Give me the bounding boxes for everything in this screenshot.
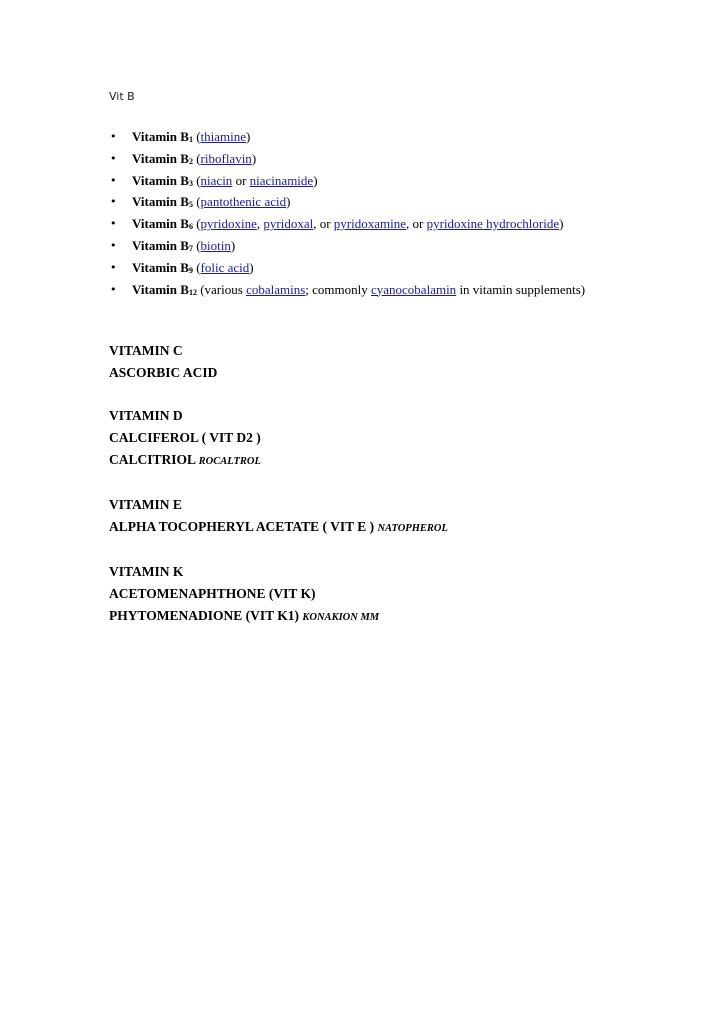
section-vitamin-k bbox=[109, 561, 669, 629]
vitamin-k-line1: ACETOMENAPHTHONE (VIT K) bbox=[109, 586, 316, 601]
compound-link[interactable]: niacin bbox=[200, 172, 233, 188]
description-text: ) bbox=[286, 194, 291, 210]
vitamin-name: Vitamin $B_9$ bbox=[132, 259, 193, 275]
section-vitamin-c bbox=[109, 340, 669, 384]
section-vitamin-e bbox=[109, 494, 669, 540]
compound-link[interactable]: pyridoxamine bbox=[333, 216, 407, 232]
alpha-tocopheryl-text: ALPHA TOCOPHERYL ACETATE ( VIT E ) bbox=[109, 519, 375, 534]
vitamin-b-list-item bbox=[109, 257, 669, 279]
vitamin-k-heading: VITAMIN K bbox=[109, 564, 184, 579]
vitamin-b-list-item bbox=[109, 170, 669, 192]
vitamin-e-heading: VITAMIN E bbox=[109, 497, 182, 512]
vitamin-name: Vitamin $B_3$ bbox=[132, 172, 193, 188]
description-text: ( bbox=[192, 237, 201, 253]
description-text: or bbox=[232, 172, 250, 188]
vitamin-name: Vitamin $B_{12}$ bbox=[132, 281, 197, 297]
description-text: ( bbox=[192, 129, 201, 144]
bullet-icon: • bbox=[110, 282, 117, 296]
vitamin-name: Vitamin $B_1$ bbox=[132, 129, 193, 144]
description-text: ; commonly bbox=[305, 281, 371, 297]
vitamin-sections bbox=[109, 340, 669, 650]
vitamin-name: Vitamin $B_2$ bbox=[132, 150, 193, 166]
description-text: , or bbox=[313, 216, 334, 232]
vitamin-b-list-item bbox=[109, 148, 669, 170]
vitamin-c-line: ASCORBIC ACID bbox=[109, 365, 218, 380]
description-text: ( bbox=[192, 216, 201, 232]
description-text: ( bbox=[192, 259, 201, 275]
compound-link[interactable]: cyanocobalamin bbox=[371, 281, 457, 297]
vitamin-e-line1 bbox=[109, 516, 669, 540]
natopherol-brand: NATOPHEROL bbox=[377, 523, 448, 534]
compound-link[interactable]: riboflavin bbox=[200, 150, 252, 166]
description-text: in vitamin supplements) bbox=[456, 281, 586, 297]
description-text: ) bbox=[313, 172, 318, 188]
bullet-icon: • bbox=[110, 151, 117, 165]
description-text: ( bbox=[192, 194, 201, 210]
compound-link[interactable]: folic acid bbox=[200, 259, 250, 275]
compound-link[interactable]: thiamine bbox=[200, 129, 247, 144]
compound-link[interactable]: biotin bbox=[200, 237, 231, 253]
vitamin-d-heading: VITAMIN D bbox=[109, 408, 183, 423]
vitamin-name: Vitamin $B_5$ bbox=[132, 194, 193, 210]
rocaltrol-brand: ROCALTROL bbox=[198, 456, 261, 467]
vitamin-b-list-item bbox=[109, 126, 669, 148]
description-text: ) bbox=[251, 150, 257, 166]
calcitriol-text: CALCITRIOL bbox=[109, 452, 196, 467]
compound-link[interactable]: pantothenic acid bbox=[200, 194, 287, 210]
description-text: , bbox=[256, 216, 264, 232]
bullet-icon: • bbox=[110, 217, 117, 231]
vitamin-b-list-item bbox=[109, 213, 669, 235]
compound-link[interactable]: pyridoxal bbox=[263, 216, 314, 232]
compound-link[interactable]: pyridoxine bbox=[200, 216, 257, 232]
phytomenadione-text: PHYTOMENADIONE (VIT K1) bbox=[109, 608, 300, 623]
vitamin-k-line2 bbox=[109, 605, 669, 629]
bullet-icon: • bbox=[110, 195, 117, 209]
bullet-icon: • bbox=[110, 173, 117, 187]
description-text: , or bbox=[406, 216, 427, 232]
description-text: (various bbox=[196, 281, 247, 297]
compound-link[interactable]: niacinamide bbox=[249, 172, 314, 188]
vitamin-b-list-item bbox=[109, 235, 669, 257]
vitamin-b-list-item bbox=[109, 279, 669, 301]
bullet-icon: • bbox=[110, 130, 117, 143]
section-vitamin-d bbox=[109, 405, 669, 473]
vitamin-d-line1: CALCIFEROL ( VIT D2 ) bbox=[109, 430, 261, 445]
description-text: ) bbox=[230, 237, 236, 253]
doc-title: Vit B bbox=[109, 90, 135, 103]
description-text: ( bbox=[192, 172, 201, 188]
vitamin-name: Vitamin $B_7$ bbox=[132, 237, 193, 253]
konakion-brand: KONAKION MM bbox=[302, 612, 380, 623]
vitamin-b-list bbox=[109, 126, 669, 300]
vitamin-name: Vitamin $B_6$ bbox=[132, 216, 193, 232]
description-text: ) bbox=[246, 129, 251, 144]
description-text: ) bbox=[559, 216, 564, 232]
compound-link[interactable]: pyridoxine hydrochloride bbox=[426, 216, 560, 232]
vitamin-b-list-item bbox=[109, 191, 669, 213]
vitamin-d-line2 bbox=[109, 449, 669, 473]
description-text: ) bbox=[249, 259, 254, 275]
vitamin-c-heading: VITAMIN C bbox=[109, 343, 183, 358]
bullet-icon: • bbox=[110, 238, 117, 252]
description-text: ( bbox=[192, 150, 201, 166]
bullet-icon: • bbox=[110, 260, 117, 274]
compound-link[interactable]: cobalamins bbox=[246, 281, 306, 297]
